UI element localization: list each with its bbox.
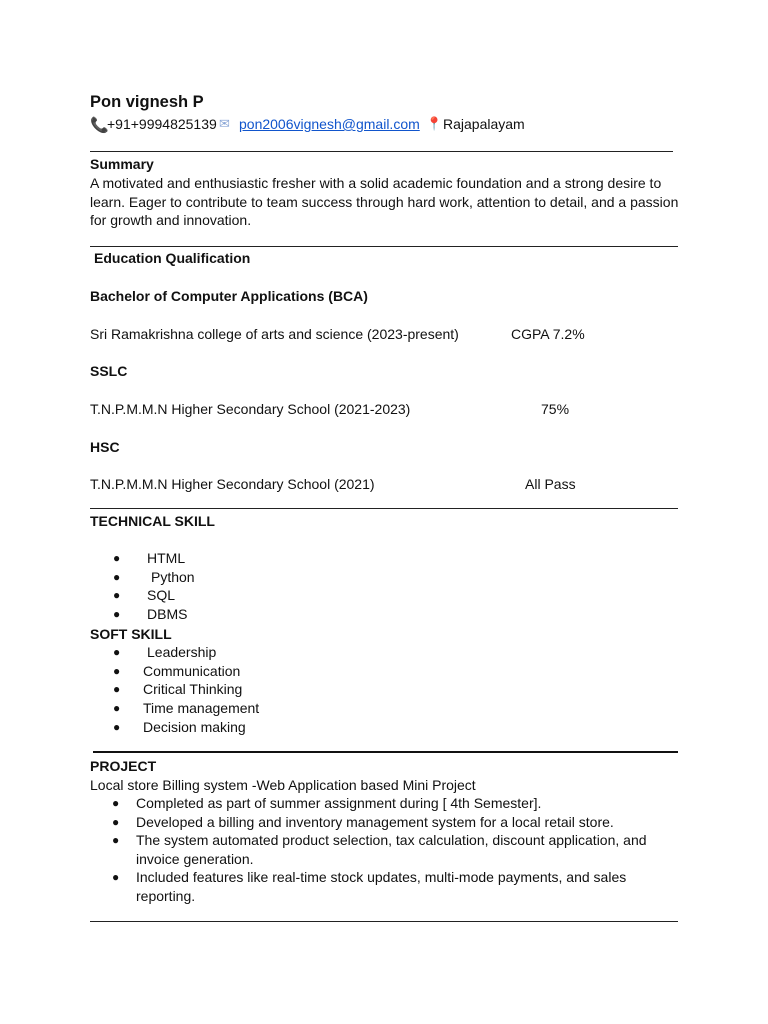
bullet-icon: ●	[113, 682, 121, 697]
bullet-icon: ●	[113, 551, 121, 565]
candidate-name: Pon vignesh P	[90, 93, 204, 111]
skill-text: SQL	[147, 587, 176, 604]
bullet-icon: ●	[113, 701, 121, 716]
divider	[90, 508, 678, 509]
divider	[93, 751, 678, 753]
summary-text: A motivated and enthusiastic fresher with a solid academic foundation and a strong desire to learn. Eager to contribute to team success through hard work, attention to detail, and a passion for growth and innovation.	[90, 175, 679, 229]
bullet-icon: ●	[112, 833, 120, 848]
skill-text: Critical Thinking	[143, 681, 243, 698]
institution-text: T.N.P.M.M.N Higher Secondary School (2021)	[90, 476, 375, 492]
bullet-icon: ●	[113, 607, 121, 622]
project-bullet-list	[112, 794, 672, 906]
skill-text: Python	[151, 568, 195, 585]
email-link[interactable]: pon2006vignesh@gmail.com	[239, 116, 420, 132]
list-item	[112, 831, 672, 868]
phone-icon: 📞	[90, 117, 109, 134]
degree-title: Bachelor of Computer Applications (BCA)	[90, 288, 368, 304]
project-bullet-text: Developed a billing and inventory management system for a local retail store.	[136, 813, 614, 830]
education-heading: Education Qualification	[94, 250, 251, 266]
divider	[90, 921, 678, 922]
summary-heading: Summary	[90, 156, 154, 172]
skill-text: Decision making	[143, 718, 246, 735]
score-text: CGPA 7.2%	[511, 326, 585, 342]
divider	[90, 246, 678, 247]
skill-text: HTML	[147, 550, 186, 566]
bullet-icon: ●	[112, 796, 120, 810]
project-heading: PROJECT	[90, 758, 157, 774]
degree-title: HSC	[90, 439, 120, 455]
skill-text: Leadership	[147, 644, 217, 660]
location-text: Rajapalayam	[443, 116, 525, 132]
bullet-icon: ●	[113, 645, 121, 659]
project-bullet-text: The system automated product selection, tax calculation, discount application, and invoice generation.	[136, 832, 647, 867]
soft-skill-heading: SOFT SKILL	[90, 626, 172, 642]
phone-number: +91+9994825139	[107, 116, 217, 132]
project-title: Local store Billing system -Web Application based Mini Project	[90, 777, 476, 793]
score-text: All Pass	[525, 476, 576, 492]
mail-icon: ✉	[219, 116, 230, 131]
bullet-icon: ●	[113, 663, 121, 678]
bullet-icon: ●	[113, 719, 121, 734]
institution-text: Sri Ramakrishna college of arts and science (2023-present)	[90, 326, 459, 342]
list-item	[112, 868, 672, 905]
skill-text: DBMS	[147, 606, 188, 623]
bullet-icon: ●	[112, 814, 120, 829]
project-bullet-text: Completed as part of summer assignment during [ 4th Semester].	[136, 795, 542, 811]
bullet-icon: ●	[113, 569, 121, 584]
skill-text: Time management	[143, 700, 260, 717]
list-item	[112, 813, 672, 832]
location-pin-icon: 📍	[426, 116, 443, 131]
institution-text: T.N.P.M.M.N Higher Secondary School (2021-2023)	[90, 401, 411, 417]
skill-text: Communication	[143, 662, 241, 679]
technical-skill-heading: TECHNICAL SKILL	[90, 513, 215, 529]
list-item	[112, 794, 672, 813]
bullet-icon: ●	[112, 870, 120, 885]
degree-title: SSLC	[90, 363, 128, 379]
divider	[90, 151, 673, 152]
project-bullet-text: Included features like real-time stock updates, multi-mode payments, and sales reporting.	[136, 869, 627, 904]
score-text: 75%	[541, 401, 570, 417]
bullet-icon: ●	[113, 588, 121, 603]
